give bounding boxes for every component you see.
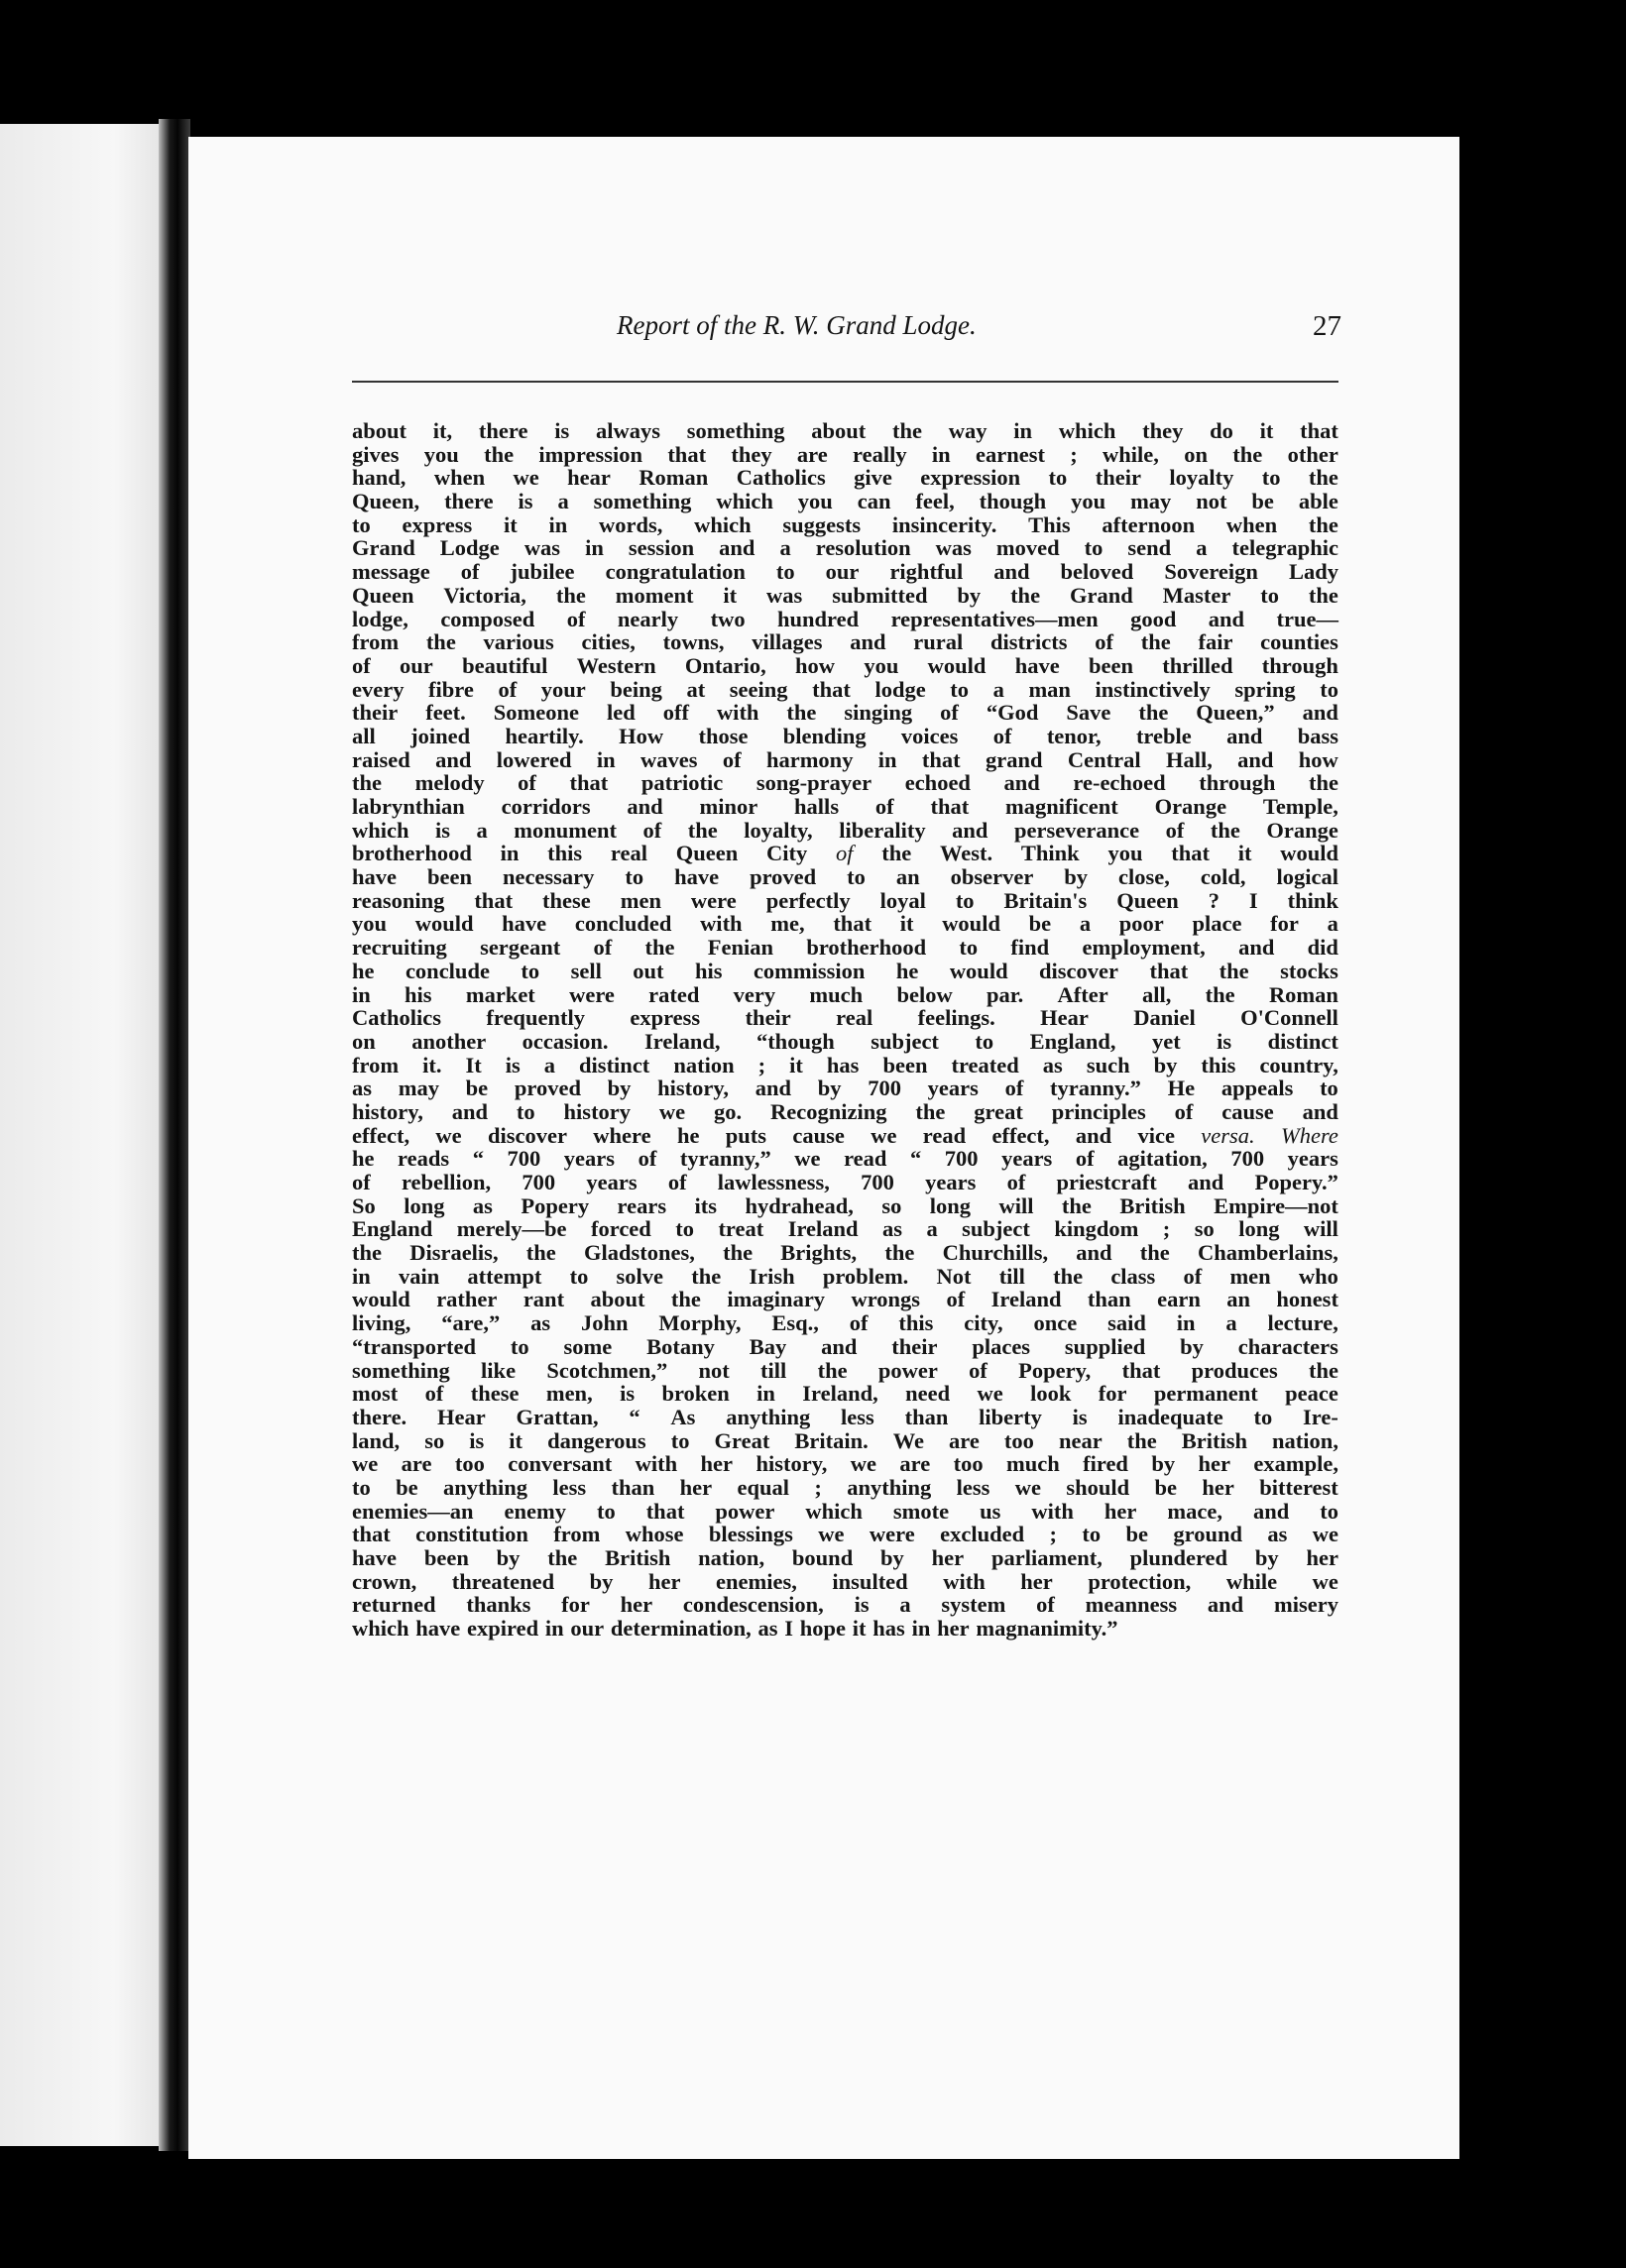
text-line: from it. It is a distinct nation ; it has been treated as such by this country, xyxy=(352,1052,1338,1077)
text-line: crown, threatened by her enemies, insulted with her protection, while we xyxy=(352,1568,1338,1594)
text-line: labrynthian corridors and minor halls of that magnificent Orange Temple, xyxy=(352,794,1338,819)
text-line: England merely—be forced to treat Ireland as a subject kingdom ; so long will xyxy=(352,1216,1338,1242)
text-line: that constitution from whose blessings we were excluded ; to be ground as we xyxy=(352,1522,1338,1547)
text-line: most of these men, is broken in Ireland, need we look for permanent peace xyxy=(352,1381,1338,1407)
text-line: brotherhood in this real Queen City of the West. Think you that it would xyxy=(352,841,1338,866)
page-number: 27 xyxy=(1313,310,1341,342)
text-line: “transported to some Botany Bay and their places supplied by characters xyxy=(352,1333,1338,1359)
header-rule xyxy=(352,381,1338,383)
text-line: message of jubilee congratulation to our rightful and beloved Sovereign Lady xyxy=(352,559,1338,585)
text-line: of our beautiful Western Ontario, how you would have been thrilled through xyxy=(352,652,1338,678)
text-line: every fibre of your being at seeing that lodge to a man instinctively spring to xyxy=(352,676,1338,702)
text-line: there. Hear Grattan, “ As anything less than liberty is inadequate to Ire- xyxy=(352,1404,1338,1429)
text-line: reasoning that these men were perfectly loyal to Britain's Queen ? I think xyxy=(352,887,1338,913)
text-line: as may be proved by history, and by 700 years of tyranny.” He appeals to xyxy=(352,1076,1338,1101)
body-text xyxy=(352,419,1338,1641)
text-line: the Disraelis, the Gladstones, the Brights, the Churchills, and the Chamberlains, xyxy=(352,1240,1338,1266)
text-line: have been by the British nation, bound by her parliament, plundered by her xyxy=(352,1545,1338,1570)
text-line: to express it in words, which suggests insincerity. This afternoon when the xyxy=(352,511,1338,537)
running-head xyxy=(188,310,1459,356)
text-line: the melody of that patriotic song-prayer echoed and re-echoed through the xyxy=(352,770,1338,796)
text-line: which have expired in our determination, as I hope it has in her magnanimity.” xyxy=(352,1616,1118,1642)
text-line: their feet. Someone led off with the singing of “God Save the Queen,” and xyxy=(352,700,1338,726)
text-line: Grand Lodge was in session and a resolution was moved to send a telegraphic xyxy=(352,535,1338,561)
text-line: lodge, composed of nearly two hundred representatives—men good and true— xyxy=(352,606,1338,631)
running-head-title: Report of the R. W. Grand Lodge. xyxy=(617,310,977,340)
text-line: Queen Victoria, the moment it was submitted by the Grand Master to the xyxy=(352,582,1338,608)
text-line: about it, there is always something about the way in which they do it that xyxy=(352,418,1338,443)
text-line: on another occasion. Ireland, “though subject to England, yet is distinct xyxy=(352,1028,1338,1054)
text-line: which is a monument of the loyalty, liberality and perseverance of the Orange xyxy=(352,817,1338,843)
text-line: effect, we discover where he puts cause we read effect, and vice versa. Where xyxy=(352,1122,1338,1148)
text-line: in his market were rated very much below par. After all, the Roman xyxy=(352,981,1338,1007)
text-line: all joined heartily. How those blending voices of tenor, treble and bass xyxy=(352,723,1338,748)
text-line: returned thanks for her condescension, is a system of meanness and misery xyxy=(352,1592,1338,1618)
text-line: have been necessary to have proved to an observer by close, cold, logical xyxy=(352,864,1338,890)
text-line: enemies—an enemy to that power which smote us with her mace, and to xyxy=(352,1498,1338,1524)
text-line: of rebellion, 700 years of lawlessness, 700 years of priestcraft and Popery.” xyxy=(352,1170,1338,1194)
text-line: you would have concluded with me, that it would be a poor place for a xyxy=(352,911,1338,937)
text-line: Queen, there is a something which you can feel, though you may not be able xyxy=(352,489,1338,514)
text-line: Catholics frequently express their real feelings. Hear Daniel O'Connell xyxy=(352,1005,1338,1031)
text-line: recruiting sergeant of the Fenian brotherhood to find employment, and did xyxy=(352,935,1338,961)
gutter-shadow xyxy=(159,119,190,2151)
facing-page-edge xyxy=(0,124,164,2146)
text-line: land, so is it dangerous to Great Britain. We are too near the British nation, xyxy=(352,1427,1338,1453)
text-line: he conclude to sell out his commission he would discover that the stocks xyxy=(352,958,1338,983)
book-page xyxy=(188,137,1459,2159)
text-line: So long as Popery rears its hydrahead, so long will the British Empire—not xyxy=(352,1192,1338,1218)
text-line: hand, when we hear Roman Catholics give expression to their loyalty to the xyxy=(352,465,1338,491)
text-line: we are too conversant with her history, we are too much fired by her example, xyxy=(352,1451,1338,1477)
text-line: living, “are,” as John Morphy, Esq., of this city, once said in a lecture, xyxy=(352,1310,1338,1336)
text-line: he reads “ 700 years of tyranny,” we read “ 700 years of agitation, 700 years xyxy=(352,1146,1338,1172)
text-line: gives you the impression that they are really in earnest ; while, on the other xyxy=(352,441,1338,467)
text-line: history, and to history we go. Recognizing the great principles of cause and xyxy=(352,1098,1338,1124)
text-line: in vain attempt to solve the Irish problem. Not till the class of men who xyxy=(352,1263,1338,1289)
text-line: from the various cities, towns, villages and rural districts of the fair counties xyxy=(352,629,1338,655)
text-line: to be anything less than her equal ; anything less we should be her bitterest xyxy=(352,1474,1338,1500)
text-line: would rather rant about the imaginary wrongs of Ireland than earn an honest xyxy=(352,1287,1338,1312)
text-line: raised and lowered in waves of harmony in that grand Central Hall, and how xyxy=(352,746,1338,772)
text-line: something like Scotchmen,” not till the power of Popery, that produces the xyxy=(352,1357,1338,1383)
